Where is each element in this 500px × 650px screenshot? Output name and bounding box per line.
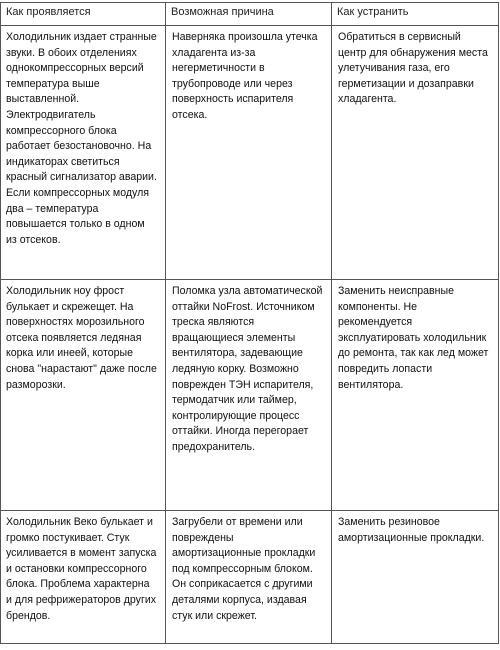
table-row — [1, 280, 499, 511]
table-header-row — [1, 3, 499, 26]
table-row — [1, 511, 499, 644]
symptom-text: Холодильник ноу фрост булькает и скрежещет. На поверхностях морозильного отсека появляется ледяная корка или инеей, которые снова "нарастают" даже после разморозки. — [6, 285, 157, 391]
cause-cell — [166, 280, 332, 511]
cause-text: Наверняка произошла утечка хладагента из-за негерметичности в трубопроводе или через поверхность испарителя отсека. — [172, 31, 318, 121]
fix-text: Заменить резиновое амортизационные прокладки. — [338, 516, 485, 544]
symptom-text: Холодильник Веко булькает и громко постукивает. Стук усиливается в момент запуска и остановки компрессорного блока. Проблема характерна и для рефрижераторов других брендов. — [6, 516, 157, 622]
cause-text: Загрубели от времени или повреждены амортизационные прокладки под компрессорным блоком. Он соприкасается с другими деталями корпуса, издавая стук или скрежет. — [172, 516, 316, 622]
fix-cell — [332, 511, 499, 644]
header-fix: Как устранить — [332, 3, 499, 26]
symptom-text: Холодильник издает странные звуки. В обоих отделениях однокомпрессорных версий температура выше выставленной. Электродвигатель компрессорного блока работает безостановочно. На индикаторах светиться красный сигнализатор аварии. Если компрессорных модуля два – температура повышается только в одном из отсеков. — [6, 31, 157, 246]
cause-cell — [166, 26, 332, 280]
symptom-cell — [1, 26, 166, 280]
symptom-cell — [1, 280, 166, 511]
header-symptom: Как проявляется — [1, 3, 166, 26]
cause-text: Поломка узла автоматической оттайки NoFrost. Источником треска являются вращающиеся элементы вентилятора, задевающие ледяную корку. Возможно поврежден ТЭН испарителя, термодатчик или таймер, контролирующие процесс оттайки. Иногда перегорает предохранитель. — [172, 285, 323, 453]
fix-text: Обратиться в сервисный центр для обнаружения места улетучивания газа, его герметизации и дозаправки хладагента. — [338, 31, 488, 106]
fix-cell — [332, 280, 499, 511]
cause-cell — [166, 511, 332, 644]
header-cause: Возможная причина — [166, 3, 332, 26]
fix-text: Заменить неисправные компоненты. Не рекомендуется эксплуатировать холодильник до ремонта, так как лед может повредить лопасти вентилятора. — [338, 285, 489, 391]
troubleshooting-table — [0, 2, 499, 644]
symptom-cell — [1, 511, 166, 644]
fix-cell — [332, 26, 499, 280]
table-row — [1, 26, 499, 280]
